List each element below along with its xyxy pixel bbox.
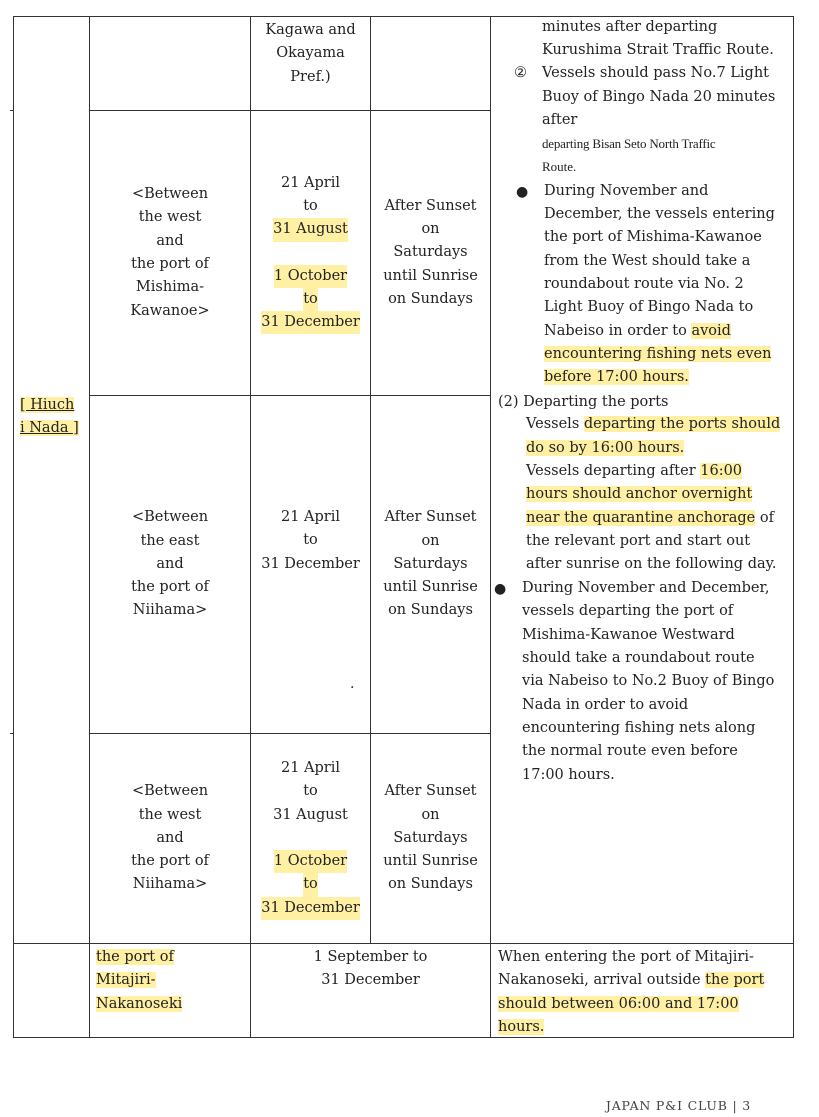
header-line: Pref.) bbox=[290, 68, 331, 85]
region-label: [ Hiuch i Nada ] bbox=[20, 397, 79, 436]
note-line: before 17:00 hours. bbox=[544, 369, 689, 385]
note-line: do so by 16:00 hours. bbox=[526, 440, 685, 456]
note-line: Mishima-Kawanoe Westward bbox=[522, 627, 735, 643]
stray-dot: . bbox=[350, 676, 355, 692]
header-continued-cell bbox=[251, 17, 370, 112]
note-line: Vessels should pass No.7 Light bbox=[542, 65, 769, 81]
note-line: the normal route even before bbox=[522, 743, 738, 759]
section-heading: (2) Departing the ports bbox=[498, 394, 669, 410]
note-line: encountering fishing nets even bbox=[544, 346, 772, 362]
note-line: During November and bbox=[544, 183, 709, 199]
bottom-period-cell: 1 September to 31 December bbox=[313, 949, 428, 989]
note-line: Vessels departing after 16:00 bbox=[526, 463, 743, 479]
time-cell: After Sunset on Saturdays until Sunrise on Sundays bbox=[383, 197, 478, 307]
note-line: Light Buoy of Bingo Nada to bbox=[544, 299, 754, 315]
note-line: Nabeiso in order to avoid bbox=[544, 323, 731, 339]
note-line: During November and December, bbox=[522, 580, 770, 596]
note-line: hours should anchor overnight bbox=[526, 486, 753, 502]
time-cell: After Sunset on Saturdays until Sunrise on Sundays bbox=[383, 783, 478, 893]
bottom-note-cell: When entering the port of Mitajiri- Nakanoseki, arrival outside the port should between 06:00 and 17:00 hours. bbox=[498, 949, 765, 1035]
note-line: vessels departing the port of bbox=[522, 603, 734, 619]
note-line: encountering fishing nets along bbox=[522, 720, 756, 736]
period-cell: 21 April to 31 December bbox=[261, 509, 360, 572]
note-line: via Nabeiso to No.2 Buoy of Bingo bbox=[522, 673, 775, 689]
note-line: 17:00 hours. bbox=[522, 767, 615, 783]
note-line: Kurushima Strait Traffic Route. bbox=[542, 42, 774, 58]
note-line: Buoy of Bingo Nada 20 minutes bbox=[542, 89, 776, 105]
bullet-icon: ● bbox=[494, 581, 507, 597]
header-line: Okayama bbox=[276, 45, 345, 62]
period-cell: 21 April to 31 August 1 October to 31 December bbox=[251, 734, 370, 943]
area-cell: <Between the east and the port of Niihama> bbox=[131, 509, 209, 619]
note-line: departing Bisan Seto North Traffic bbox=[542, 136, 716, 151]
time-cell: After Sunset on Saturdays until Sunrise on Sundays bbox=[383, 509, 478, 619]
circled-number: ② bbox=[514, 65, 527, 81]
note-line: minutes after departing bbox=[542, 19, 718, 35]
period-cell: 21 April to 31 August 1 October to 31 December bbox=[251, 111, 370, 395]
note-line: Nada in order to avoid bbox=[522, 697, 689, 713]
note-line: should take a roundabout route bbox=[522, 650, 755, 666]
note-line: Vessels departing the ports should bbox=[526, 416, 781, 432]
note-line: Route. bbox=[542, 159, 577, 174]
header-line: Kagawa and bbox=[265, 22, 356, 38]
note-line: December, the vessels entering bbox=[544, 206, 775, 222]
area-cell: <Between the west and the port of Mishima- Kawanoe> bbox=[130, 186, 210, 319]
note-line: from the West should take a bbox=[544, 253, 751, 269]
page-footer: JAPAN P&I CLUB | 3 bbox=[605, 1098, 751, 1113]
bottom-port-cell: the port of Mitajiri- Nakanoseki bbox=[96, 949, 183, 1012]
area-cell: <Between the west and the port of Niihama> bbox=[131, 783, 209, 893]
note-line: after bbox=[542, 112, 578, 128]
bullet-icon: ● bbox=[516, 184, 529, 200]
note-line: the port of Mishima-Kawanoe bbox=[544, 229, 762, 245]
note-line: roundabout route via No. 2 bbox=[544, 276, 744, 292]
note-line: the relevant port and start out bbox=[526, 533, 751, 549]
note-line: near the quarantine anchorage of bbox=[526, 510, 774, 526]
note-line: after sunrise on the following day. bbox=[526, 556, 777, 572]
